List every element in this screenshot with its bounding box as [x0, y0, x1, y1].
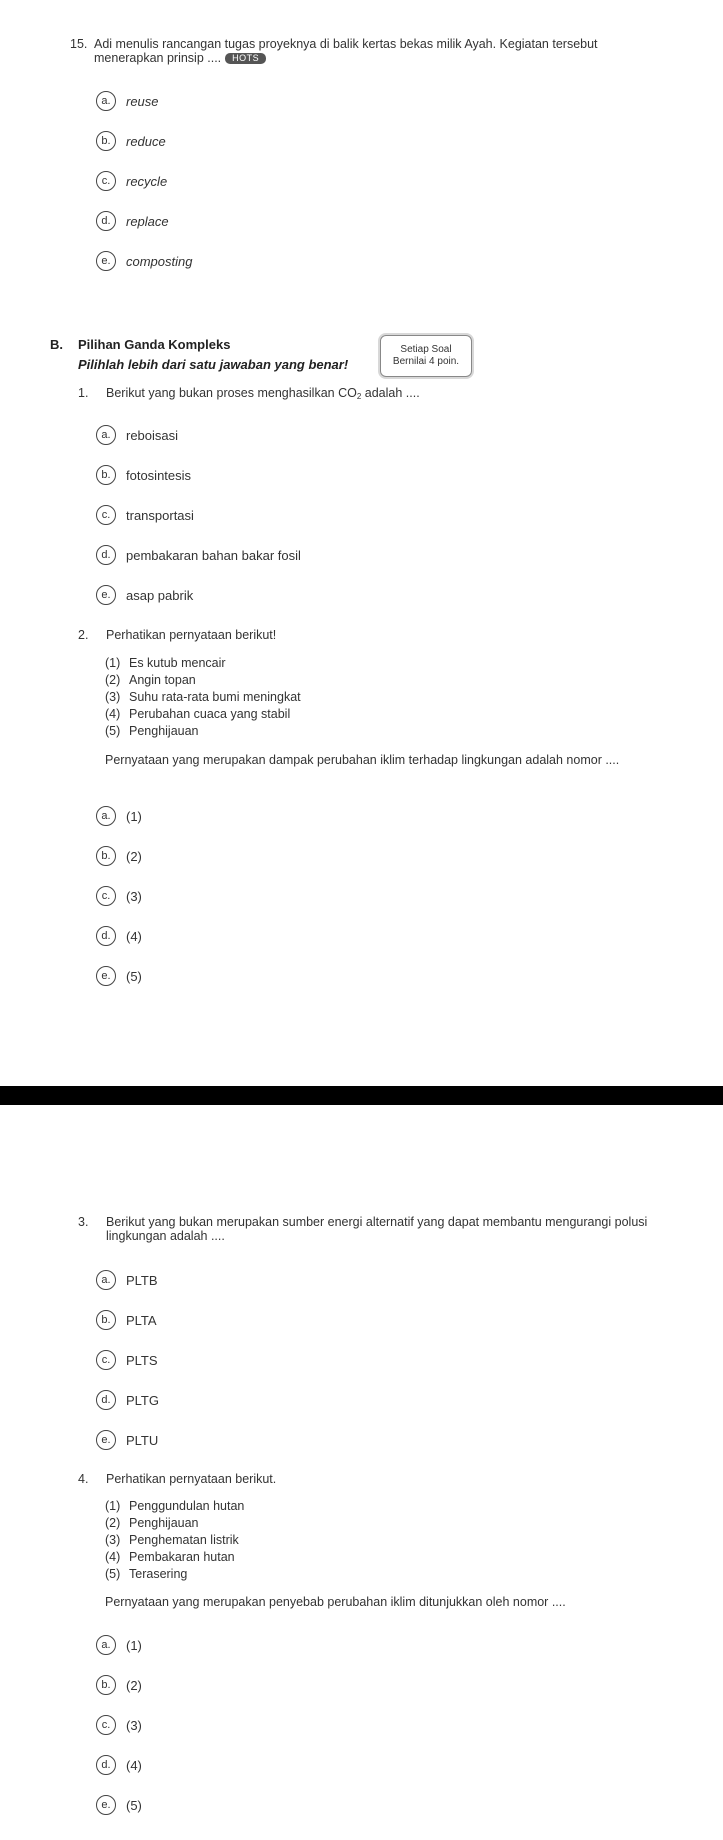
hots-badge: HOTS — [225, 53, 266, 64]
option-letter: e. — [96, 966, 116, 986]
option-text: reuse — [126, 93, 159, 109]
question-2-statements — [105, 655, 301, 740]
option-letter: e. — [96, 1795, 116, 1815]
option-text: (2) — [126, 848, 142, 864]
option-letter: c. — [96, 1715, 116, 1735]
option-4-c[interactable] — [96, 1715, 142, 1735]
question-4-statements — [105, 1498, 244, 1583]
option-letter: a. — [96, 1270, 116, 1290]
option-3-c[interactable] — [96, 1350, 158, 1370]
option-letter: e. — [96, 1430, 116, 1450]
option-text: reboisasi — [126, 427, 179, 443]
option-letter: e. — [96, 251, 116, 271]
co2-subscript: 2 — [356, 392, 362, 401]
question-3-stem — [70, 1215, 650, 1243]
option-4-e[interactable] — [96, 1795, 142, 1815]
statement-row: (1) Es kutub mencair — [105, 656, 226, 670]
option-letter: b. — [96, 1675, 116, 1695]
option-letter: c. — [96, 171, 116, 191]
question-2-lead: Pernyataan yang merupakan dampak perubahan iklim terhadap lingkungan adalah nomor .... — [105, 753, 620, 767]
option-15-d[interactable] — [96, 211, 169, 231]
option-4-a[interactable] — [96, 1635, 142, 1655]
score-badge-line2: Bernilai 4 poin. — [392, 356, 460, 367]
option-letter: d. — [96, 1390, 116, 1410]
option-4-b[interactable] — [96, 1675, 142, 1695]
question-15-number: 15. — [70, 37, 88, 51]
question-2-stem — [70, 628, 650, 642]
option-2-b[interactable] — [96, 846, 142, 866]
question-1-stem — [70, 386, 650, 404]
statement-row: (5) Terasering — [105, 1567, 188, 1581]
option-text: (3) — [126, 1717, 142, 1733]
page-divider-band — [0, 1086, 723, 1105]
question-4-text: Perhatikan pernyataan berikut. — [106, 1472, 277, 1486]
option-3-b[interactable] — [96, 1310, 157, 1330]
option-letter: d. — [96, 1755, 116, 1775]
option-3-e[interactable] — [96, 1430, 158, 1450]
option-text: transportasi — [126, 507, 194, 523]
question-15-text: Adi menulis rancangan tugas proyeknya di balik kertas bekas milik Ayah. Kegiatan tersebut menerapkan prinsip .... — [94, 37, 598, 65]
option-text: reduce — [126, 133, 166, 149]
section-b-title: Pilihan Ganda Kompleks — [78, 337, 231, 352]
option-1-a[interactable] — [96, 425, 178, 445]
option-text: (4) — [126, 1757, 142, 1773]
question-1-text-end: adalah .... — [361, 386, 420, 400]
statement-row: (4) Perubahan cuaca yang stabil — [105, 707, 291, 721]
option-2-d[interactable] — [96, 926, 142, 946]
option-text: PLTB — [126, 1272, 158, 1288]
option-letter: c. — [96, 505, 116, 525]
option-text: PLTU — [126, 1432, 159, 1448]
statement-row: (2) Angin topan — [105, 673, 196, 687]
option-1-b[interactable] — [96, 465, 191, 485]
statement-row: (3) Suhu rata-rata bumi meningkat — [105, 690, 301, 704]
question-15-stem — [70, 37, 650, 65]
option-15-b[interactable] — [96, 131, 166, 151]
option-letter: d. — [96, 926, 116, 946]
option-15-a[interactable] — [96, 91, 159, 111]
option-1-e[interactable] — [96, 585, 193, 605]
statement-row: (1) Penggundulan hutan — [105, 1499, 245, 1513]
option-text: (3) — [126, 888, 142, 904]
option-text: (1) — [126, 1637, 142, 1653]
option-text: PLTG — [126, 1392, 159, 1408]
option-text: PLTS — [126, 1352, 158, 1368]
option-3-a[interactable] — [96, 1270, 158, 1290]
option-text: (2) — [126, 1677, 142, 1693]
section-b-letter: B. — [50, 337, 63, 352]
option-text: pembakaran bahan bakar fosil — [126, 547, 301, 563]
section-b-heading — [50, 337, 230, 352]
option-letter: c. — [96, 1350, 116, 1370]
option-3-d[interactable] — [96, 1390, 159, 1410]
option-letter: a. — [96, 91, 116, 111]
option-text: replace — [126, 213, 169, 229]
option-letter: b. — [96, 465, 116, 485]
option-letter: b. — [96, 1310, 116, 1330]
option-letter: b. — [96, 846, 116, 866]
page-bottom — [0, 1105, 723, 1840]
option-text: fotosintesis — [126, 467, 192, 483]
question-4-lead: Pernyataan yang merupakan penyebab perubahan iklim ditunjukkan oleh nomor .... — [105, 1595, 566, 1609]
statement-row: (2) Penghijauan — [105, 1516, 199, 1530]
score-badge-line1: Setiap Soal — [400, 344, 452, 355]
option-text: recycle — [126, 173, 168, 189]
question-1-number: 1. — [78, 386, 89, 400]
section-b-instruction: Pilihlah lebih dari satu jawaban yang benar! — [78, 357, 349, 372]
score-badge — [380, 335, 472, 377]
option-letter: b. — [96, 131, 116, 151]
question-2-text: Perhatikan pernyataan berikut! — [106, 628, 277, 642]
question-3-text: Berikut yang bukan merupakan sumber energi alternatif yang dapat membantu mengurangi polusi lingkungan adalah .... — [106, 1215, 648, 1243]
option-text: PLTA — [126, 1312, 157, 1328]
question-3-number: 3. — [78, 1215, 89, 1229]
statement-row: (4) Pembakaran hutan — [105, 1550, 235, 1564]
option-text: asap pabrik — [126, 587, 194, 603]
option-15-e[interactable] — [96, 251, 192, 271]
option-text: (1) — [126, 808, 142, 824]
option-4-d[interactable] — [96, 1755, 142, 1775]
option-text: (5) — [126, 1797, 142, 1813]
option-letter: a. — [96, 806, 116, 826]
option-15-c[interactable] — [96, 171, 167, 191]
option-letter: e. — [96, 585, 116, 605]
option-text: (5) — [126, 968, 142, 984]
statement-row: (5) Penghijauan — [105, 724, 199, 738]
option-1-d[interactable] — [96, 545, 301, 565]
option-letter: a. — [96, 425, 116, 445]
option-2-e[interactable] — [96, 966, 142, 986]
option-text: (4) — [126, 928, 142, 944]
question-1-text: Berikut yang bukan proses menghasilkan CO — [106, 386, 357, 400]
option-letter: d. — [96, 211, 116, 231]
option-2-a[interactable] — [96, 806, 142, 826]
option-letter: a. — [96, 1635, 116, 1655]
option-2-c[interactable] — [96, 886, 142, 906]
question-4-stem — [70, 1472, 650, 1486]
question-2-number: 2. — [78, 628, 89, 642]
option-1-c[interactable] — [96, 505, 194, 525]
option-text: composting — [126, 253, 193, 269]
option-letter: c. — [96, 886, 116, 906]
statement-row: (3) Penghematan listrik — [105, 1533, 239, 1547]
question-4-number: 4. — [78, 1472, 89, 1486]
option-letter: d. — [96, 545, 116, 565]
